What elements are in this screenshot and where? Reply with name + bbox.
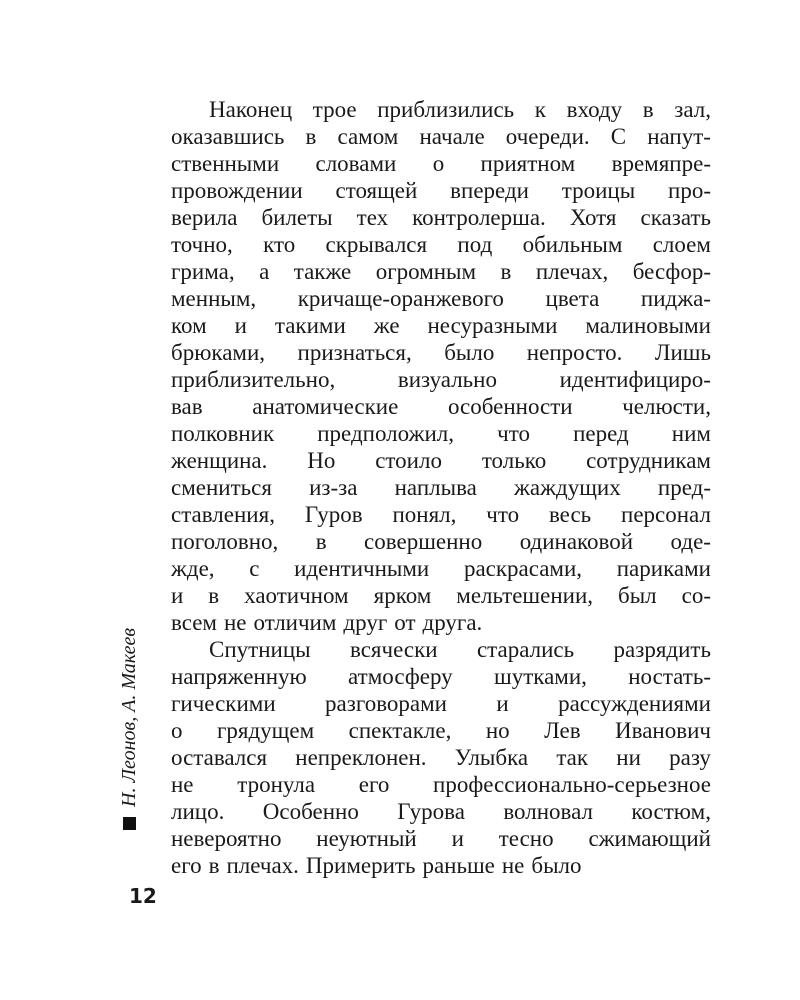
text-line: не тронула его профессионально-серьезное bbox=[171, 772, 711, 797]
text-line: ставления, Гуров понял, что весь персонал bbox=[171, 502, 711, 527]
text-line: грима, а также огромным в плечах, бесфор- bbox=[171, 259, 711, 284]
text-line: всем не отличим друг от друга. bbox=[171, 610, 483, 635]
text-line: брюками, признаться, было непросто. Лишь bbox=[171, 340, 711, 365]
running-head-authors: Н. Леонов, А. Макеев bbox=[118, 627, 140, 807]
text-line: жде, с идентичными раскрасами, париками bbox=[171, 556, 711, 581]
running-head bbox=[117, 628, 141, 830]
text-line: полковник предположил, что перед ним bbox=[171, 421, 711, 446]
text-line: верила билеты тех контролерша. Хотя сказать bbox=[171, 205, 711, 230]
text-line: смениться из-за наплыва жаждущих пред- bbox=[171, 475, 711, 500]
text-line: о грядущем спектакле, но Лев Иванович bbox=[171, 718, 711, 743]
text-line: и в хаотичном ярком мельтешении, был со- bbox=[171, 583, 711, 608]
text-line: его в плечах. Примерить раньше не было bbox=[171, 853, 582, 878]
text-line: приблизительно, визуально идентифициро- bbox=[171, 367, 711, 392]
text-line: оставался непреклонен. Улыбка так ни разу bbox=[171, 745, 711, 770]
text-line: оказавшись в самом начале очереди. С напут- bbox=[171, 124, 711, 149]
text-line: точно, кто скрывался под обильным слоем bbox=[171, 232, 711, 257]
body-text bbox=[171, 96, 711, 879]
text-line: менным, кричаще-оранжевого цвета пиджа- bbox=[171, 286, 711, 311]
text-line: Наконец трое приблизились к входу в зал, bbox=[209, 97, 711, 122]
text-line: женщина. Но стоило только сотрудникам bbox=[171, 448, 711, 473]
text-line: лицо. Особенно Гурова волновал костюм, bbox=[171, 799, 711, 824]
text-line: вав анатомические особенности челюсти, bbox=[171, 394, 711, 419]
text-line: поголовно, в совершенно одинаковой оде- bbox=[171, 529, 711, 554]
text-line: ственными словами о приятном времяпре- bbox=[171, 151, 711, 176]
square-bullet-icon bbox=[123, 817, 136, 830]
text-line: гическими разговорами и рассуждениями bbox=[171, 691, 711, 716]
text-line: Спутницы всячески старались разрядить bbox=[209, 637, 711, 662]
text-line: ком и такими же несуразными малиновыми bbox=[171, 313, 711, 338]
page-number: 12 bbox=[129, 884, 157, 908]
text-line: невероятно неуютный и тесно сжимающий bbox=[171, 826, 711, 851]
text-line: напряженную атмосферу шутками, ностать- bbox=[171, 664, 711, 689]
text-line: провождении стоящей впереди троицы про- bbox=[171, 178, 711, 203]
